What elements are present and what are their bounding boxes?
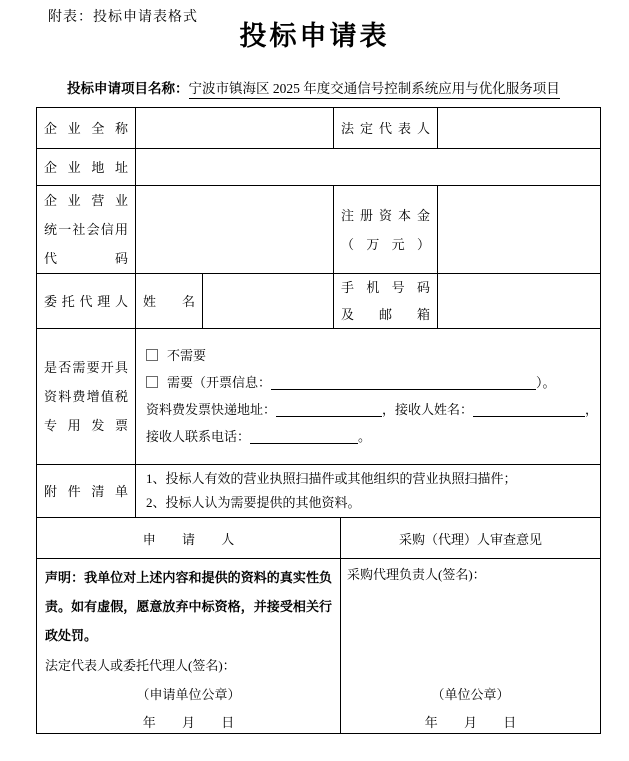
invoice-label-cell <box>37 329 136 465</box>
company-name-value-cell[interactable] <box>136 108 334 149</box>
company-name-label: 企业全称 <box>44 120 128 136</box>
agency-sign-label: 采购代理负责人(签名)： <box>347 567 486 582</box>
invoice-no-checkbox[interactable] <box>146 349 158 361</box>
invoice-mailing-line <box>146 400 599 420</box>
registered-capital-label-cell <box>334 186 438 274</box>
invoice-options-cell <box>136 329 601 465</box>
agent-label: 委托代理人 <box>44 293 128 309</box>
invoice-option-yes-prefix: 需要（开票信息： <box>167 374 272 390</box>
registered-capital-label-line2: （万元） <box>341 236 431 252</box>
attachments-label-cell <box>37 465 136 518</box>
phone-email-label-cell <box>334 274 438 329</box>
agent-name-label: 姓名 <box>143 293 195 309</box>
agent-name-value-cell[interactable] <box>203 274 334 329</box>
invoice-yes-checkbox[interactable] <box>146 376 158 388</box>
legal-rep-label: 法定代表人 <box>341 120 431 136</box>
project-name-line <box>67 80 560 98</box>
credit-code-label-line1: 企业营业 <box>44 193 128 208</box>
row-invoice <box>37 329 601 465</box>
attachment-item-1: 1、投标人有效的营业执照扫描件或其他组织的营业执照扫描件； <box>146 471 517 486</box>
company-address-value-cell[interactable] <box>136 149 601 186</box>
review-cell <box>341 559 601 734</box>
invoice-receiver-phone-label: 接收人联系电话： <box>146 428 251 444</box>
credit-code-value-cell[interactable] <box>136 186 334 274</box>
company-address-label: 企业地址 <box>44 159 128 175</box>
applicant-header-cell <box>37 518 341 559</box>
row-attachments <box>37 465 601 518</box>
project-name-value: 宁波市镇海区 2025 年度交通信号控制系统应用与优化服务项目 <box>189 81 560 99</box>
invoice-label-line1: 是否需要开具 <box>44 360 128 375</box>
agency-seal-note: （单位公章） <box>431 687 510 702</box>
agency-date-line: 年 月 日 <box>424 715 517 730</box>
attachment-item-2: 2、投标人认为需要提供的其他资料。 <box>146 495 361 510</box>
invoice-label-line2: 资料费增值税 <box>44 389 128 404</box>
legal-rep-value-cell[interactable] <box>438 108 601 149</box>
applicant-seal-note: （申请单位公章） <box>136 687 241 702</box>
application-table <box>36 107 601 734</box>
agent-label-cell <box>37 274 136 329</box>
invoice-option-yes-suffix: ）。 <box>536 374 556 390</box>
applicant-header: 申 请 人 <box>142 531 235 547</box>
attachment-note: 附表：投标申请表格式 <box>48 10 198 25</box>
reviewer-header: 采购（代理）人审查意见 <box>399 531 543 547</box>
phone-email-label-line2: 及邮箱 <box>341 307 431 322</box>
reviewer-header-cell <box>341 518 601 559</box>
invoice-receiver-phone-blank-field[interactable] <box>250 430 358 444</box>
legal-rep-sign-label: 法定代表人或委托代理人(签名)： <box>45 658 236 673</box>
row-section-headers <box>37 518 601 559</box>
invoice-receiver-name-label: ，接收人姓名： <box>382 401 474 417</box>
invoice-phone-line <box>146 427 590 447</box>
company-name-label-cell <box>37 108 136 149</box>
phone-email-value-cell[interactable] <box>438 274 601 329</box>
legal-rep-label-cell <box>334 108 438 149</box>
invoice-option-no-line <box>146 346 590 366</box>
registered-capital-label-line1: 注册资本金 <box>341 207 431 223</box>
agent-name-label-cell <box>136 274 203 329</box>
invoice-info-blank-field[interactable] <box>271 376 536 390</box>
declaration-text: 声明：我单位对上述内容和提供的资料的真实性负责。如有虚假，愿意放弃中标资格，并接受相关行政处罚。 <box>45 570 332 643</box>
invoice-label-line3: 专用发票 <box>44 418 128 433</box>
phone-email-label-line1: 手机号码 <box>341 280 431 295</box>
row-company-address <box>37 149 601 186</box>
row-declaration <box>37 559 601 734</box>
invoice-phone-line-suffix: 。 <box>358 428 372 444</box>
invoice-option-yes-line <box>146 373 590 393</box>
applicant-date-line: 年 月 日 <box>142 715 235 730</box>
row-agent <box>37 274 601 329</box>
invoice-mail-line-suffix: ， <box>585 401 599 417</box>
credit-code-label-cell <box>37 186 136 274</box>
page-title: 投标申请表 <box>239 21 390 51</box>
attachments-list-cell <box>136 465 601 518</box>
credit-code-label-line2: 统一社会信用 <box>44 222 128 237</box>
row-credit-code <box>37 186 601 274</box>
invoice-receiver-name-blank-field[interactable] <box>473 403 585 417</box>
invoice-mail-address-label: 资料费发票快递地址： <box>146 401 277 417</box>
invoice-option-no-label: 不需要 <box>167 347 207 363</box>
row-company-name <box>37 108 601 149</box>
attachments-label: 附件清单 <box>44 483 128 499</box>
invoice-mail-address-blank-field[interactable] <box>276 403 382 417</box>
company-address-label-cell <box>37 149 136 186</box>
project-name-label: 投标申请项目名称： <box>67 81 189 96</box>
registered-capital-value-cell[interactable] <box>438 186 601 274</box>
credit-code-label-line3: 代码 <box>44 251 128 266</box>
declaration-cell <box>37 559 341 734</box>
